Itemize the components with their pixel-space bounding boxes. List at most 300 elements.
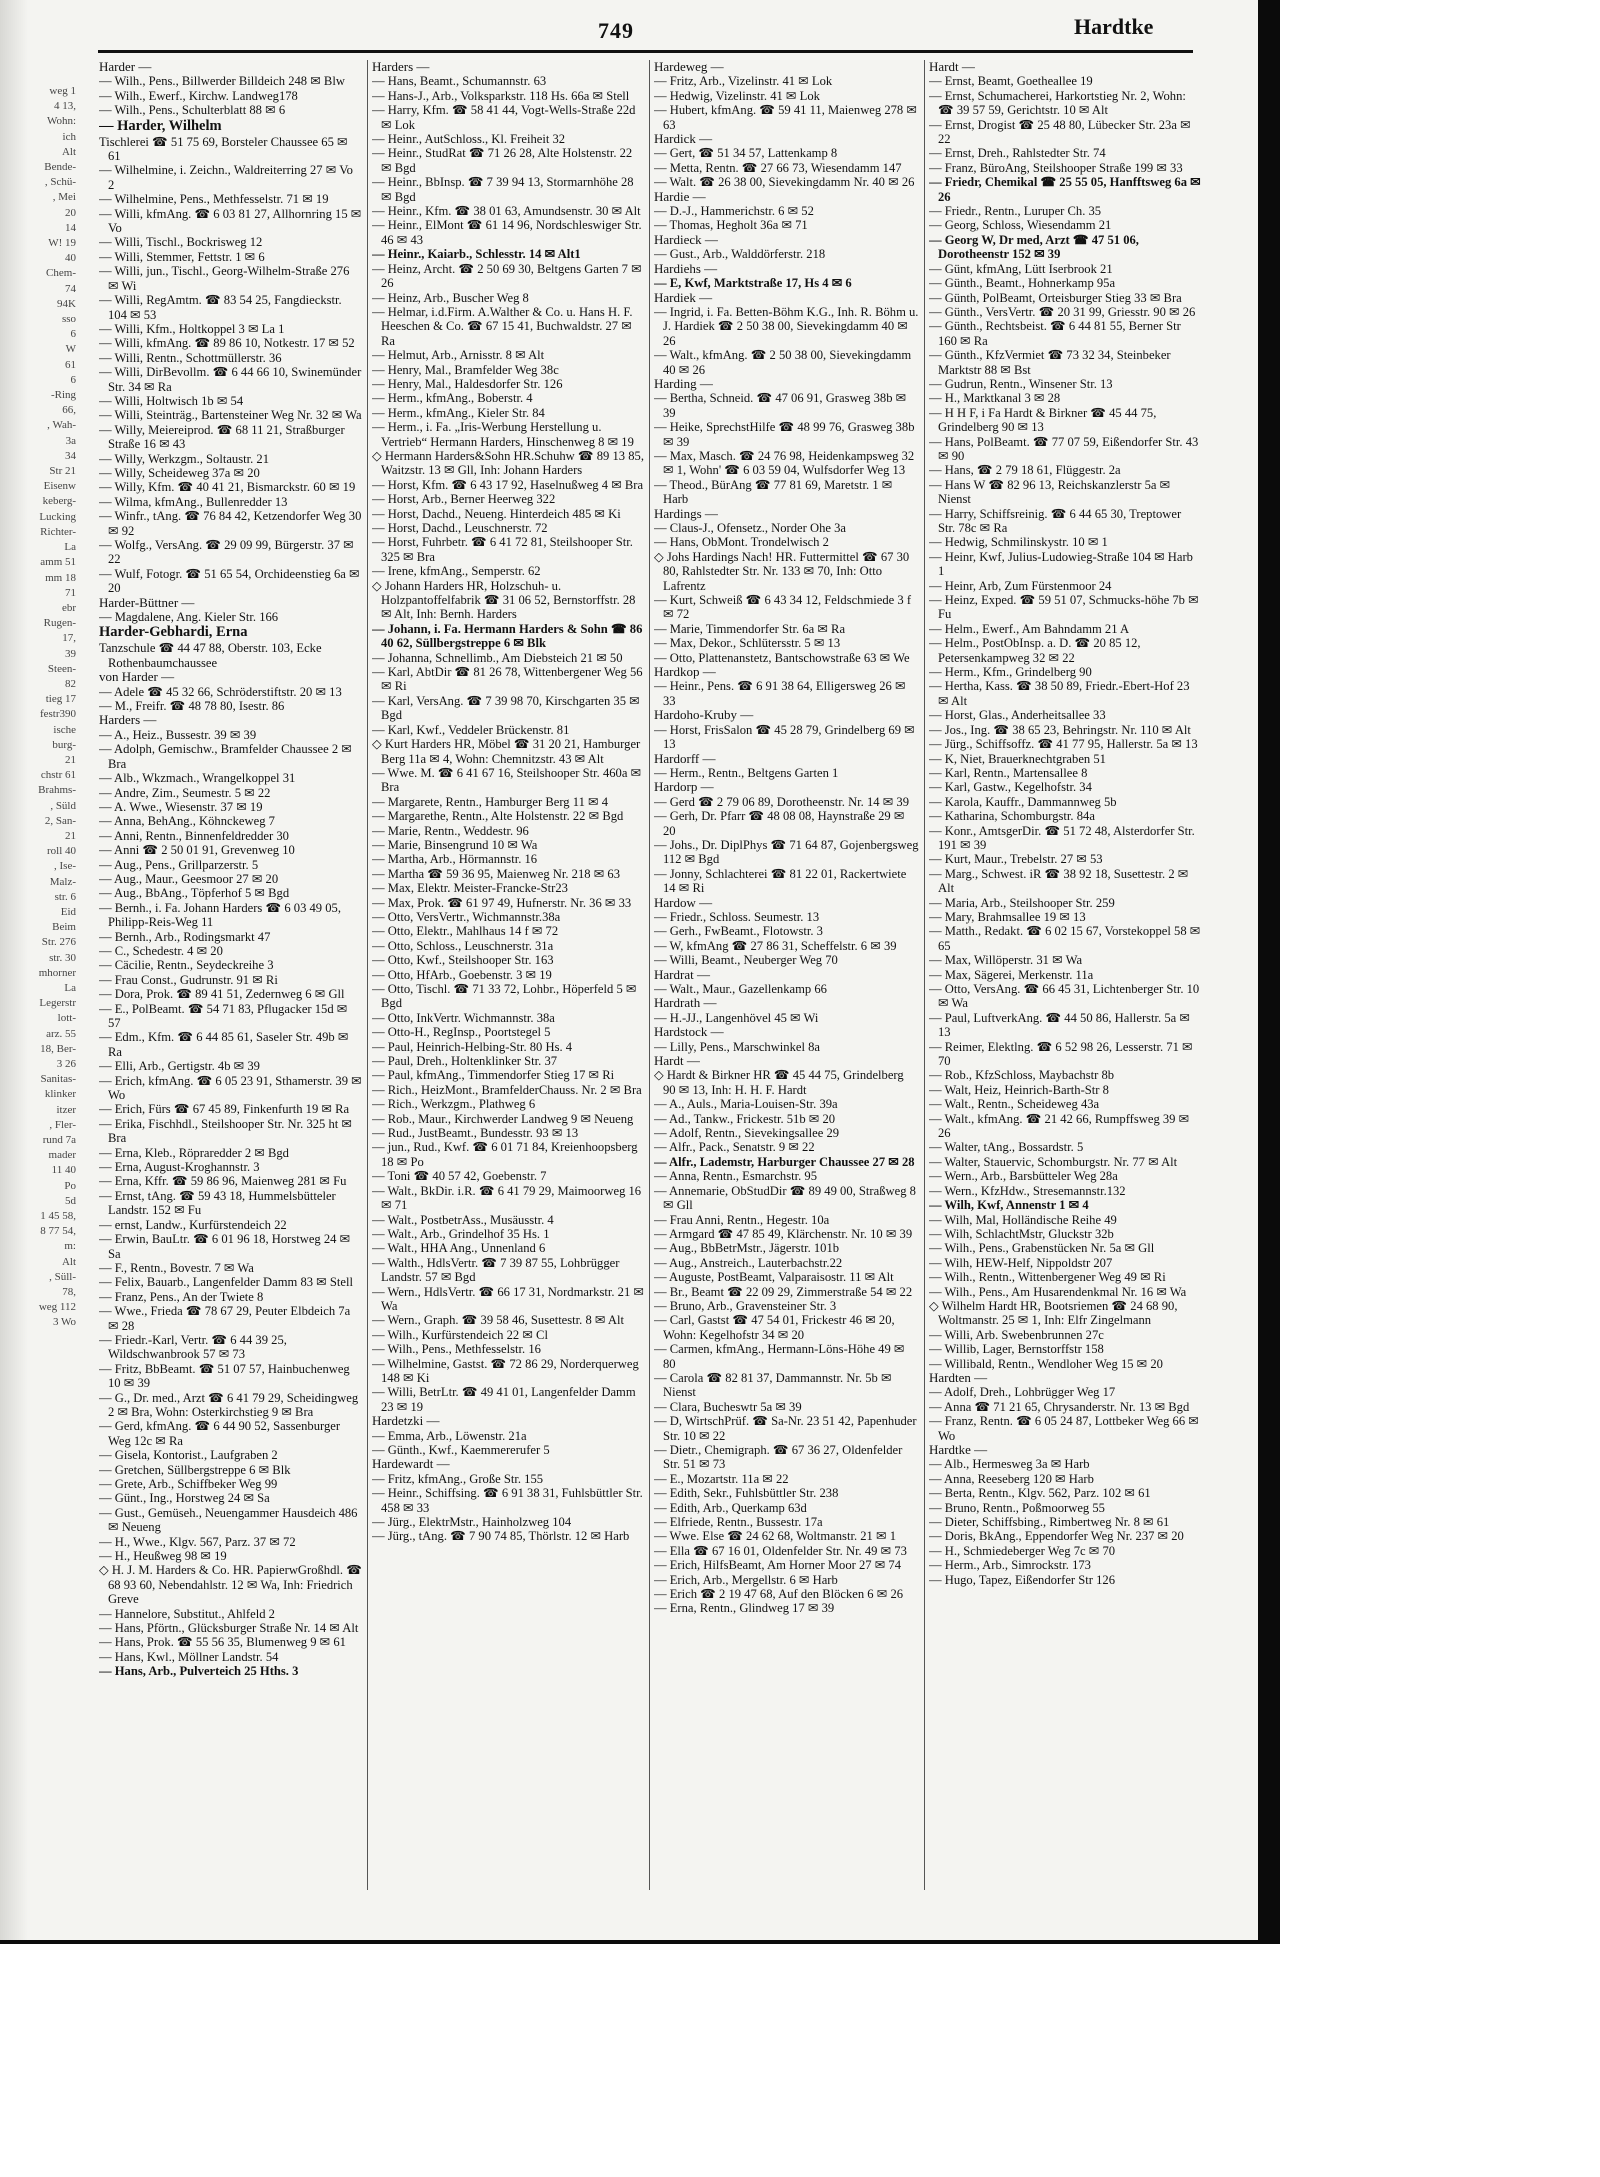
directory-entry: — Günth., Kwf., Kaemmererufer 5 bbox=[372, 1443, 550, 1457]
directory-entry: — Kurt, Maur., Trebelstr. 27 ✉ 53 bbox=[929, 852, 1103, 867]
directory-entry: — Konr., AmtsgerDir. ☎ 51 72 48, Alsterdorfer Str. 191 ✉ 39 bbox=[929, 823, 1195, 852]
directory-entry: — Harry, Kfm. ☎ 58 41 44, Vogt-Wells-Straße 22d ✉ Lok bbox=[372, 103, 636, 132]
directory-entry: — Franz, Rentn. ☎ 6 05 24 87, Lottbeker Weg 66 ✉ Wo bbox=[929, 1414, 1199, 1443]
directory-entry: — Horst, Dachd., Neueng. Hinterdeich 485 ✉ Ki bbox=[372, 506, 621, 521]
directory-entry: — Erich, Fürs ☎ 67 45 89, Finkenfurth 19 ✉ Ra bbox=[99, 1102, 350, 1117]
directory-entry: — Gretchen, Süllbergstreppe 6 ✉ Blk bbox=[99, 1462, 291, 1477]
fragment-line: 2, San- bbox=[44, 814, 76, 827]
directory-entry: — Paul, kfmAng., Timmendorfer Stieg 17 ✉ Ri bbox=[372, 1068, 615, 1083]
fragment-line: rund 7a bbox=[42, 1134, 76, 1147]
directory-entry: — Anna, Rentn., Esmarchstr. 95 bbox=[654, 1169, 817, 1184]
directory-entry: — Edith, Sekr., Fuhlsbüttler Str. 238 bbox=[654, 1486, 839, 1501]
surname-heading: Hardow — bbox=[654, 894, 713, 910]
fragment-line: Alt bbox=[61, 1255, 76, 1268]
directory-entry: — Willi, RegAmtm. ☎ 83 54 25, Fangdieckstr. 104 ✉ 53 bbox=[99, 293, 342, 322]
fragment-line: Rugen- bbox=[43, 617, 76, 630]
directory-entry: — Margarethe, Rentn., Alte Holstenstr. 22 ✉ Bgd bbox=[372, 809, 624, 824]
fragment-line: arz. 55 bbox=[46, 1027, 76, 1040]
directory-entry: — Bernh., Arb., Rodingsmarkt 47 bbox=[99, 929, 271, 944]
directory-entry: — D.-J., Hammerichstr. 6 ✉ 52 bbox=[654, 204, 814, 219]
surname-heading: Hardten — bbox=[929, 1369, 988, 1385]
surname-heading: Hardiek — bbox=[654, 289, 713, 305]
fragment-line: Eisenw bbox=[43, 480, 76, 493]
directory-entry: — Jos., Ing. ☎ 38 65 23, Behringstr. Nr. 110 ✉ Alt bbox=[929, 722, 1191, 737]
directory-entry: ◇ H. J. M. Harders & Co. HR. PapierwGroßhdl. ☎ 68 93 60, Nebendahlstr. 12 ✉ Wa, Inh: Friedrich Greve bbox=[99, 1563, 362, 1607]
directory-entry: — Gert, ☎ 51 34 57, Lattenkamp 8 bbox=[654, 146, 838, 161]
fragment-line: 71 bbox=[65, 586, 76, 599]
directory-entry: — Helmut, Arb., Arnisstr. 8 ✉ Alt bbox=[372, 348, 545, 363]
directory-entry: — Ernst, Dreh., Rahlstedter Str. 74 bbox=[929, 146, 1106, 161]
surname-heading: Harder — bbox=[99, 60, 152, 74]
directory-entry: — Anni ☎ 2 50 01 91, Grevenweg 10 bbox=[99, 843, 295, 858]
directory-entry: — Aug., Maur., Geesmoor 27 ✉ 20 bbox=[99, 871, 279, 886]
fragment-line: Bende- bbox=[44, 161, 76, 174]
directory-entry: — Jonny, Schlachterei ☎ 81 22 01, Rackertwiete 14 ✉ Ri bbox=[654, 866, 907, 896]
directory-entry: — Hubert, kfmAng. ☎ 59 41 11, Maienweg 278 ✉ 63 bbox=[654, 103, 917, 132]
directory-entry: — Fritz, Arb., Vizelinstr. 41 ✉ Lok bbox=[654, 74, 833, 89]
page-number: 749 bbox=[598, 18, 634, 43]
directory-entry: — Andre, Zim., Seumestr. 5 ✉ 22 bbox=[99, 785, 271, 800]
fragment-line: weg 112 bbox=[38, 1301, 76, 1314]
fragment-line: m: bbox=[64, 1240, 76, 1253]
directory-entry: — K, Niet, Brauerknechtgraben 51 bbox=[929, 751, 1106, 766]
directory-entry: — Heinr, Arb, Zum Fürstenmoor 24 bbox=[929, 578, 1112, 593]
directory-entry: — Wilh., Ewerf., Kirchw. Landweg178 bbox=[99, 88, 298, 103]
directory-entry: — Günth., VersVertr. ☎ 20 31 99, Griesstr. 90 ✉ 26 bbox=[929, 304, 1196, 319]
directory-entry: — Claus-J., Ofensetz., Norder Ohe 3a bbox=[654, 521, 846, 535]
directory-entry: — Heinr., AutSchloss., Kl. Freiheit 32 bbox=[372, 132, 566, 147]
directory-entry: — Herm., Kfm., Grindelberg 90 bbox=[929, 665, 1092, 680]
directory-entry: — Günt., Ing., Horstweg 24 ✉ Sa bbox=[99, 1491, 270, 1506]
fragment-line: Beim bbox=[52, 921, 76, 934]
directory-entry: — Erwin, BauLtr. ☎ 6 01 96 18, Horstweg 24 ✉ Sa bbox=[99, 1232, 351, 1261]
directory-entry: — Friedr, Chemikal ☎ 25 55 05, Hanfftsweg 6a ✉ 26 bbox=[929, 175, 1201, 204]
directory-entry: — Anna ☎ 71 21 65, Chrysanderstr. Nr. 13 ✉ Bgd bbox=[929, 1399, 1190, 1414]
directory-entry: — Willi, Beamt., Neuberger Weg 70 bbox=[654, 953, 838, 968]
directory-entry: — Willi, Steinträg., Bartensteiner Weg Nr. 32 ✉ Wa bbox=[99, 408, 362, 423]
surname-heading: von Harder — bbox=[99, 669, 175, 685]
directory-entry: — Paul, Dreh., Holtenklinker Str. 37 bbox=[372, 1054, 558, 1069]
directory-entry: — Max, Dekor., Schlütersstr. 5 ✉ 13 bbox=[654, 636, 841, 651]
directory-entry: — Willib, Lager, Bernstorffstr 158 bbox=[929, 1342, 1104, 1357]
directory-entry: — Bertha, Schneid. ☎ 47 06 91, Grasweg 38b ✉ 39 bbox=[654, 391, 907, 420]
directory-entry: — Elfriede, Rentn., Bussestr. 17a bbox=[654, 1515, 823, 1530]
fragment-line: weg 1 bbox=[49, 85, 76, 97]
directory-entry: — Herm., kfmAng., Boberstr. 4 bbox=[372, 391, 533, 406]
directory-entry: — Edm., Kfm. ☎ 6 44 85 61, Saseler Str. 49b ✉ Ra bbox=[99, 1030, 349, 1059]
directory-entry: — Herm., i. Fa. „Iris-Werbung Herstellung u. Vertrieb“ Hermann Harders, Hinschenweg 8 ✉ 19 bbox=[372, 420, 634, 449]
directory-entry: — Willi, Rentn., Schottmüllerstr. 36 bbox=[99, 350, 282, 365]
directory-entry: ◇ Hardt & Birkner HR ☎ 45 44 75, Grindelberg 90 ✉ 13, Inh: H. H. F. Hardt bbox=[654, 1068, 904, 1097]
directory-entry: — Gust., Gemüseh., Neuengammer Hausdeich 486 ✉ Neueng bbox=[99, 1505, 358, 1535]
fragment-line: Po bbox=[64, 1179, 76, 1192]
surname-heading: Hardrath — bbox=[654, 995, 717, 1011]
directory-entry: — Otto, VersAng. ☎ 66 45 31, Lichtenberger Str. 10 ✉ Wa bbox=[929, 982, 1200, 1011]
directory-entry: — Walt. ☎ 26 38 00, Sievekingdamm Nr. 40 ✉ 26 bbox=[654, 175, 915, 190]
directory-entry: — Aug., BbBetrMstr., Jägerstr. 101b bbox=[654, 1241, 840, 1256]
fragment-line: , Süll- bbox=[49, 1270, 76, 1283]
directory-entry: — Hans, PolBeamt. ☎ 77 07 59, Eißendorfer Str. 43 ✉ 90 bbox=[929, 434, 1199, 463]
directory-entry: — Georg W, Dr med, Arzt ☎ 47 51 06, Dorotheenstr 152 ✉ 39 bbox=[929, 232, 1139, 262]
directory-entry: — Johanna, Schnellimb., Am Diebsteich 21 ✉ 50 bbox=[372, 650, 623, 665]
directory-entry: — Ernst, Beamt, Goetheallee 19 bbox=[929, 74, 1093, 89]
directory-entry: — Horst, Glas., Anderheitsallee 33 bbox=[929, 708, 1106, 723]
fragment-line: 6 bbox=[70, 373, 76, 386]
fragment-line: Wohn: bbox=[46, 115, 76, 128]
directory-entry: — Walt., Arb., Grindelhof 35 Hs. 1 bbox=[372, 1226, 550, 1241]
fragment-line: ebr bbox=[61, 601, 76, 614]
directory-entry: — Willi, BetrLtr. ☎ 49 41 01, Langenfelder Damm 23 ✉ 19 bbox=[372, 1385, 636, 1414]
directory-entry: — Adolf, Dreh., Lohbrügger Weg 17 bbox=[929, 1385, 1116, 1400]
directory-entry: — G., Dr. med., Arzt ☎ 6 41 79 29, Scheidingweg 2 ✉ Bra, Wohn: Osterkirchstieg 9 ✉ Bra bbox=[99, 1390, 359, 1419]
directory-entry: — Wwe. M. ☎ 6 41 67 16, Steilshooper Str. 460a ✉ Bra bbox=[372, 765, 642, 795]
fragment-line: , Ise- bbox=[54, 860, 76, 873]
directory-entry: — Paul, Heinrich-Helbing-Str. 80 Hs. 4 bbox=[372, 1039, 573, 1054]
fragment-line: Richter- bbox=[40, 525, 76, 538]
column-divider bbox=[367, 60, 368, 1890]
directory-entry: — Max, Masch. ☎ 24 76 98, Heidenkampsweg 32 ✉ 1, Wohn' ☎ 6 03 59 04, Wulfsdorfer Weg 13 bbox=[654, 448, 915, 478]
directory-entry: — Clara, Bucheswtr 5a ✉ 39 bbox=[654, 1399, 802, 1414]
directory-entry: — Hans-J., Arb., Volksparkstr. 118 Hs. 66a ✉ Stell bbox=[372, 88, 630, 103]
directory-entry: — Rob., Maur., Kirchwerder Landweg 9 ✉ Neueng bbox=[372, 1111, 634, 1126]
directory-entry: — Heinr., BbInsp. ☎ 7 39 94 13, Stormarnhöhe 28 ✉ Bgd bbox=[372, 175, 634, 204]
directory-entry: — Wulf, Fotogr. ☎ 51 65 54, Orchideenstieg 6a ✉ 20 bbox=[99, 566, 360, 596]
fragment-line: str. 30 bbox=[49, 951, 76, 964]
surname-heading: Hardiehs — bbox=[654, 260, 718, 276]
directory-entry: — Jürg., ElektrMstr., Hainholzweg 104 bbox=[372, 1515, 572, 1530]
directory-entry: — Günth., Rechtsbeist. ☎ 6 44 81 55, Berner Str 160 ✉ Ra bbox=[929, 319, 1181, 348]
directory-entry: — Otto, Tischl. ☎ 71 33 72, Lohbr., Höperfeld 5 ✉ Bgd bbox=[372, 982, 637, 1011]
fragment-line: 3a bbox=[65, 434, 76, 447]
directory-entry: — Hans, Beamt., Schumannstr. 63 bbox=[372, 74, 547, 89]
directory-entry: — Günt, kfmAng, Lütt Iserbrook 21 bbox=[929, 261, 1113, 276]
directory-entry: — Karl, Kwf., Veddeler Brückenstr. 81 bbox=[372, 722, 570, 737]
directory-entry: — Adele ☎ 45 32 66, Schröderstiftstr. 20 ✉ 13 bbox=[99, 684, 342, 699]
directory-entry: — Bruno, Rentn., Poßmoorweg 55 bbox=[929, 1500, 1105, 1515]
directory-entry: — Anna, Reeseberg 120 ✉ Harb bbox=[929, 1471, 1094, 1486]
fragment-line: str. 6 bbox=[54, 890, 76, 903]
directory-entry: — Henry, Mal., Haldesdorfer Str. 126 bbox=[372, 376, 563, 391]
fragment-line: Str. 276 bbox=[41, 936, 76, 949]
directory-entry: — Henry, Mal., Bramfelder Weg 38c bbox=[372, 362, 559, 377]
directory-entry: — Bernh., i. Fa. Johann Harders ☎ 6 03 49 05, Philipp-Reis-Weg 11 bbox=[99, 900, 341, 930]
fragment-line: , Schü- bbox=[44, 176, 76, 189]
directory-entry: — Rich., Werkzgm., Plathweg 6 bbox=[372, 1097, 536, 1112]
directory-entry: — Toni ☎ 40 57 42, Goebenstr. 7 bbox=[372, 1169, 547, 1184]
directory-entry: — Martha, Arb., Hörmannstr. 16 bbox=[372, 852, 538, 867]
directory-entry: — Walt., kfmAng. ☎ 2 50 38 00, Sievekingdamm 40 ✉ 26 bbox=[654, 348, 912, 377]
fragment-line: tieg 17 bbox=[45, 693, 76, 706]
directory-entry: — Gerh., FwBeamt., Flotowstr. 3 bbox=[654, 924, 823, 939]
directory-entry: — Ernst, Schumacherei, Harkortstieg Nr. 2, Wohn: ☎ 39 57 59, Gerichtstr. 10 ✉ Alt bbox=[929, 88, 1186, 118]
directory-entry: — Franz, BüroAng, Steilshooper Straße 199 ✉ 33 bbox=[929, 160, 1183, 175]
surname-heading: Hardieck — bbox=[654, 231, 718, 247]
directory-entry: — Hedwig, Vizelinstr. 41 ✉ Lok bbox=[654, 88, 820, 103]
column-divider bbox=[924, 60, 925, 1890]
directory-entry: — Horst, Arb., Berner Heerweg 322 bbox=[372, 492, 556, 507]
fragment-line: 94K bbox=[57, 297, 76, 310]
directory-entry: — Gerd, kfmAng. ☎ 6 44 90 52, Sassenburger Weg 12c ✉ Ra bbox=[99, 1419, 341, 1448]
directory-entry: — Karola, Kauffr., Dammannweg 5b bbox=[929, 794, 1117, 809]
directory-entry: — Wilh., Pens., Methfesselstr. 16 bbox=[372, 1342, 541, 1357]
header-rule bbox=[98, 50, 1193, 53]
fragment-line: Chem- bbox=[46, 267, 76, 280]
directory-entry: — H., Heußweg 98 ✉ 19 bbox=[99, 1549, 227, 1564]
directory-entry: — Ad., Tankw., Frickestr. 51b ✉ 20 bbox=[654, 1111, 836, 1126]
fragment-line: burg- bbox=[52, 738, 76, 751]
fragment-line: 14 bbox=[65, 221, 76, 234]
directory-entry: — Dora, Prok. ☎ 89 41 51, Zedernweg 6 ✉ Gll bbox=[99, 987, 345, 1002]
directory-entry: — Metta, Rentn. ☎ 27 66 73, Wiesendamm 147 bbox=[654, 160, 902, 175]
directory-entry: — Martha ☎ 59 36 95, Maienweg Nr. 218 ✉ 63 bbox=[372, 866, 620, 881]
fragment-line: roll 40 bbox=[46, 845, 76, 858]
directory-entry: — Carl, Gastst ☎ 47 54 01, Frickestr 46 ✉ 20, Wohn: Kegelhofstr 34 ✉ 20 bbox=[654, 1313, 895, 1342]
directory-entry: — Wern., HdlsVertr. ☎ 66 17 31, Nordmarkstr. 21 ✉ Wa bbox=[372, 1284, 644, 1313]
directory-entry: — Wwe., Frieda ☎ 78 67 29, Peuter Elbdeich 7a ✉ 28 bbox=[99, 1304, 351, 1333]
directory-entry: — Aug., Anstreich., Lauterbachstr.22 bbox=[654, 1255, 843, 1270]
directory-entry: — Felix, Bauarb., Langenfelder Damm 83 ✉ Stell bbox=[99, 1275, 353, 1290]
directory-entry: — Johann, i. Fa. Hermann Harders & Sohn ☎ 86 40 62, Süllbergstreppe 6 ✉ Blk bbox=[372, 621, 643, 651]
fragment-line: 4 13, bbox=[54, 100, 76, 113]
surname-heading: Hardetzki — bbox=[372, 1413, 440, 1429]
fragment-line: festr390 bbox=[39, 708, 76, 721]
column-divider bbox=[649, 60, 650, 1890]
directory-entry: — Marg., Schwest. iR ☎ 38 92 18, Susettestr. 2 ✉ Alt bbox=[929, 866, 1189, 896]
directory-entry: — Helm., Ewerf., Am Bahndamm 21 A bbox=[929, 621, 1130, 636]
directory-entry: — Otto, Plattenanstetz, Bantschowstraße 63 ✉ We bbox=[654, 650, 910, 665]
fragment-line: itzer bbox=[56, 1103, 76, 1116]
directory-entry: — Dietr., Chemigraph. ☎ 67 36 27, Oldenfelder Str. 51 ✉ 73 bbox=[654, 1443, 903, 1472]
directory-entry: — Hans, Prok. ☎ 55 56 35, Blumenweg 9 ✉ 61 bbox=[99, 1635, 346, 1650]
directory-entry: — Gisela, Kontorist., Laufgraben 2 bbox=[99, 1448, 278, 1463]
directory-entry: — Gust., Arb., Walddörferstr. 218 bbox=[654, 247, 826, 262]
fragment-line: 82 bbox=[65, 677, 76, 690]
directory-entry: — Wilh., Kurfürstendeich 22 ✉ Cl bbox=[372, 1327, 548, 1342]
directory-entry: — Emma, Arb., Löwenstr. 21a bbox=[372, 1428, 527, 1443]
directory-entry: — Reimer, Elektlng. ☎ 6 52 98 26, Lesserstr. 71 ✉ 70 bbox=[929, 1039, 1193, 1069]
directory-entry: — Annemarie, ObStudDir ☎ 89 49 00, Straßweg 8 ✉ Gll bbox=[654, 1183, 916, 1213]
fragment-line: 40 bbox=[65, 252, 76, 265]
directory-entry: — A., Auls., Maria-Louisen-Str. 39a bbox=[654, 1097, 838, 1112]
directory-entry: — Walter, Stauervic, Schomburgstr. Nr. 77 ✉ Alt bbox=[929, 1154, 1178, 1169]
directory-entry: — Walt., PostbetrAss., Musäusstr. 4 bbox=[372, 1212, 554, 1227]
directory-entry: — Otto-H., RegInsp., Poortstegel 5 bbox=[372, 1025, 551, 1040]
directory-entry: — Willi, Tischl., Bockrisweg 12 bbox=[99, 235, 263, 250]
directory-entry: — Ernst, Drogist ☎ 25 48 80, Lübecker Str. 23a ✉ 22 bbox=[929, 117, 1191, 147]
directory-entry: — Willi, Holtwisch 1b ✉ 54 bbox=[99, 393, 244, 408]
directory-entry: — Hedwig, Schmilinskystr. 10 ✉ 1 bbox=[929, 535, 1108, 550]
directory-entry: — Horst, Dachd., Leuschnerstr. 72 bbox=[372, 521, 548, 535]
directory-entry: Tanzschule ☎ 44 47 88, Oberstr. 103, Ecke Rothenbaumchaussee bbox=[99, 641, 322, 670]
directory-entry: — Herm., Rentn., Beltgens Garten 1 bbox=[654, 765, 839, 780]
surname-heading: Hardick — bbox=[654, 131, 713, 147]
directory-entry: — Horst, Kfm. ☎ 6 43 17 92, Haselnußweg 4 ✉ Bra bbox=[372, 477, 644, 492]
surname-heading: Hardstock — bbox=[654, 1024, 724, 1040]
fragment-line: chstr 61 bbox=[40, 769, 76, 782]
directory-column-2 bbox=[372, 60, 644, 1900]
directory-entry: — M., Freifr. ☎ 48 78 80, Isestr. 86 bbox=[99, 699, 285, 714]
directory-entry: — Erich ☎ 2 19 47 68, Auf den Blöcken 6 ✉ 26 bbox=[654, 1587, 904, 1602]
directory-entry: — Frau Const., Gudrunstr. 91 ✉ Ri bbox=[99, 972, 278, 987]
surname-heading: Hardrat — bbox=[654, 966, 710, 982]
directory-entry: — Wilh., Pens., Grabenstücken Nr. 5a ✉ Gll bbox=[929, 1241, 1155, 1256]
fragment-line: mm 18 bbox=[45, 571, 76, 584]
fragment-line: mhorner bbox=[38, 966, 76, 979]
directory-entry: — H H F, i Fa Hardt & Birkner ☎ 45 44 75, Grindelberg 90 ✉ 13 bbox=[929, 405, 1157, 435]
fragment-line: 66, bbox=[62, 404, 76, 417]
directory-entry: — Magdalene, Ang. Kieler Str. 166 bbox=[99, 610, 279, 625]
directory-entry: — Heinz, Archt. ☎ 2 50 69 30, Beltgens Garten 7 ✉ 26 bbox=[372, 261, 642, 291]
surname-heading: Harders — bbox=[99, 712, 157, 728]
directory-entry: — Armgard ☎ 47 85 49, Klärchenstr. Nr. 10 ✉ 39 bbox=[654, 1226, 913, 1241]
directory-entry: — Heinr., Kaiarb., Schlesstr. 14 ✉ Alt1 bbox=[372, 247, 581, 262]
directory-entry: — A. Wwe., Wiesenstr. 37 ✉ 19 bbox=[99, 799, 263, 814]
directory-entry: — E., Mozartstr. 11a ✉ 22 bbox=[654, 1471, 789, 1486]
fragment-line: keberg- bbox=[42, 495, 76, 508]
directory-entry: — Erna, August-Kroghannstr. 3 bbox=[99, 1160, 260, 1175]
directory-entry: — Max, Elektr. Meister-Francke-Str23 bbox=[372, 881, 568, 896]
fragment-line: Str 21 bbox=[49, 465, 76, 478]
directory-entry: — Friedr., Schloss. Seumestr. 13 bbox=[654, 909, 820, 924]
directory-entry: — Alb., Hermesweg 3a ✉ Harb bbox=[929, 1457, 1090, 1472]
directory-entry: — Alfr., Pack., Senatstr. 9 ✉ 22 bbox=[654, 1140, 815, 1155]
directory-entry: — Erich, kfmAng. ☎ 6 05 23 91, Sthamerstr. 39 ✉ Wo bbox=[99, 1073, 362, 1103]
directory-entry: — Aug., BbAng., Töpferhof 5 ✉ Bgd bbox=[99, 886, 290, 901]
directory-entry: — Rud., JustBeamt., Bundesstr. 93 ✉ 13 bbox=[372, 1126, 579, 1141]
surname-heading: Hardeweg — bbox=[654, 60, 724, 74]
directory-entry: — Kurt, Schweiß ☎ 6 43 34 12, Feldschmiede 3 f ✉ 72 bbox=[654, 593, 912, 622]
directory-entry: — Wilh., Pens., Billwerder Billdeich 248 ✉ Blw bbox=[99, 74, 345, 89]
directory-entry: — Adolf, Rentn., Sievekingsallee 29 bbox=[654, 1126, 840, 1141]
directory-entry: — Lilly, Pens., Marschwinkel 8a bbox=[654, 1039, 821, 1054]
directory-entry: — Erich, HilfsBeamt, Am Horner Moor 27 ✉ 74 bbox=[654, 1558, 901, 1573]
directory-entry: — Katharina, Schomburgstr. 84a bbox=[929, 809, 1095, 824]
surname-heading: Hardorp — bbox=[654, 779, 714, 795]
directory-entry: — Edith, Arb., Querkamp 63d bbox=[654, 1500, 807, 1515]
directory-entry: — Willi, Arb. Swebenbrunnen 27c bbox=[929, 1327, 1104, 1342]
directory-entry: — Hans, ObMont. Trondelwisch 2 bbox=[654, 535, 829, 550]
directory-entry: — Franz, Pens., An der Twiete 8 bbox=[99, 1289, 264, 1304]
fragment-line: Legerstr bbox=[39, 997, 76, 1010]
directory-entry: — Doris, BkAng., Eppendorfer Weg Nr. 237 ✉ 20 bbox=[929, 1529, 1184, 1544]
directory-entry: — Hans, Pförtn., Glücksburger Straße Nr. 14 ✉ Alt bbox=[99, 1621, 359, 1636]
directory-entry: — Otto, Kwf., Steilshooper Str. 163 bbox=[372, 953, 554, 968]
fragment-line: ische bbox=[53, 723, 76, 736]
directory-entry: — Theod., BürAng ☎ 77 81 69, Maretstr. 1 ✉ Harb bbox=[654, 477, 893, 507]
surname-heading: Hardings — bbox=[654, 505, 718, 521]
fragment-line: Steen- bbox=[47, 662, 76, 675]
directory-entry: — Anni, Rentn., Binnenfeldredder 30 bbox=[99, 828, 289, 843]
directory-entry: — Heinr., StudRat ☎ 71 26 28, Alte Holstenstr. 22 ✉ Bgd bbox=[372, 146, 633, 175]
directory-entry: — Fritz, BbBeamt. ☎ 51 07 57, Hainbuchenweg 10 ✉ 39 bbox=[99, 1361, 350, 1391]
directory-entry: — Walt., kfmAng. ☎ 21 42 66, Rumpffsweg 39 ✉ 26 bbox=[929, 1111, 1190, 1141]
fragment-line: -Ring bbox=[50, 389, 76, 402]
directory-entry: — Carola ☎ 82 81 37, Dammannstr. Nr. 5b ✉ Nienst bbox=[654, 1370, 892, 1400]
directory-entry: — E, Kwf, Marktstraße 17, Hs 4 ✉ 6 bbox=[654, 276, 852, 291]
fragment-line: 20 bbox=[65, 206, 76, 219]
directory-entry: — Adolph, Gemischw., Bramfelder Chaussee 2 ✉ Bra bbox=[99, 742, 352, 771]
directory-entry: — A., Heiz., Bussestr. 39 ✉ 39 bbox=[99, 727, 257, 742]
directory-entry: — Karl, VersAng. ☎ 7 39 98 70, Kirschgarten 35 ✉ Bgd bbox=[372, 693, 640, 723]
directory-entry: — Wilhelmine, i. Zeichn., Waldreiterring 27 ✉ Vo 2 bbox=[99, 163, 353, 192]
directory-entry: — Mary, Brahmsallee 19 ✉ 13 bbox=[929, 909, 1086, 924]
directory-entry: — Willibald, Rentn., Wendloher Weg 15 ✉ 20 bbox=[929, 1356, 1163, 1371]
directory-entry: — Max, Sägerei, Merkenstr. 11a bbox=[929, 967, 1094, 982]
directory-entry: — Wilhelmine, Gastst. ☎ 72 86 29, Norderquerweg 148 ✉ Ki bbox=[372, 1356, 639, 1385]
directory-entry: — Carmen, kfmAng., Hermann-Löns-Höhe 49 ✉ 80 bbox=[654, 1342, 905, 1371]
directory-entry: — Thomas, Hegholt 36a ✉ 71 bbox=[654, 218, 808, 233]
fragment-line: mader bbox=[48, 1149, 76, 1162]
directory-entry: — Gerd ☎ 2 79 06 89, Dorotheenstr. Nr. 14 ✉ 39 bbox=[654, 794, 909, 809]
fragment-line: 61 bbox=[65, 358, 76, 371]
directory-entry: — Dieter, Schiffsbing., Rimbertweg Nr. 8 ✉ 61 bbox=[929, 1515, 1170, 1530]
directory-entry: — Jürg., Schiffsoffz. ☎ 41 77 95, Hallerstr. 5a ✉ 13 bbox=[929, 737, 1198, 752]
fragment-line: 11 40 bbox=[51, 1164, 76, 1177]
fragment-line: sso bbox=[61, 313, 76, 326]
fragment-line: 34 bbox=[65, 449, 76, 462]
directory-entry: — Aug., Pens., Grillparzerstr. 5 bbox=[99, 857, 259, 872]
directory-entry: — Fritz, kfmAng., Große Str. 155 bbox=[372, 1471, 544, 1486]
directory-entry: — Hans, Kwl., Möllner Landstr. 54 bbox=[99, 1649, 279, 1664]
surname-heading: Hardkop — bbox=[654, 664, 716, 680]
directory-entry: — Wern., Arb., Barsbütteler Weg 28a bbox=[929, 1169, 1118, 1184]
directory-column-3 bbox=[654, 60, 919, 1900]
directory-entry: — D, WirtschPrüf. ☎ Sa-Nr. 23 51 42, Papenhuder Str. 10 ✉ 22 bbox=[654, 1414, 917, 1443]
directory-entry: — Walt., Maur., Gazellenkamp 66 bbox=[654, 982, 827, 996]
directory-entry: — Günth., KfzVermiet ☎ 73 32 34, Steinbeker Marktstr 88 ✉ Bst bbox=[929, 348, 1171, 377]
directory-entry: — Hans W ☎ 82 96 13, Reichskanzlerstr 5a ✉ Nienst bbox=[929, 477, 1171, 507]
directory-entry: — H., Wwe., Klgv. 567, Parz. 37 ✉ 72 bbox=[99, 1534, 296, 1549]
directory-entry: — Erna, Rentn., Glindweg 17 ✉ 39 bbox=[654, 1601, 835, 1616]
directory-entry: — Br., Beamt ☎ 22 09 29, Zimmerstraße 54 ✉ 22 bbox=[654, 1284, 913, 1299]
directory-entry: — Auguste, PostBeamt, Valparaisostr. 11 ✉ Alt bbox=[654, 1270, 894, 1285]
directory-entry: — Hans, Arb., Pulverteich 25 Hths. 3 bbox=[99, 1664, 299, 1679]
directory-entry: — Helm., PostObInsp. a. D. ☎ 20 85 12, Petersenkampweg 32 ✉ 22 bbox=[929, 636, 1141, 665]
directory-entry: — H., Marktkanal 3 ✉ 28 bbox=[929, 391, 1061, 406]
directory-entry: — Ingrid, i. Fa. Betten-Böhm K.G., Inh. R. Böhm u. J. Hardiek ☎ 2 50 38 00, Sievekingdamm 40 ✉ 26 bbox=[654, 304, 919, 348]
fragment-line: Alt bbox=[61, 145, 76, 158]
fragment-line: W! 19 bbox=[48, 237, 76, 250]
surname-heading: Hardtke — bbox=[929, 1442, 988, 1457]
directory-entry: — Willy, Werkzgm., Soltaustr. 21 bbox=[99, 451, 270, 466]
directory-entry: — Heinz, Arb., Buscher Weg 8 bbox=[372, 290, 529, 305]
surname-heading: Harding — bbox=[654, 375, 713, 391]
directory-entry: — Erna, Kffr. ☎ 59 86 96, Maienweg 281 ✉ Fu bbox=[99, 1174, 347, 1189]
directory-entry: ◇ Wilhelm Hardt HR, Bootsriemen ☎ 24 68 90, Woltmanstr. 25 ✉ 1, Inh: Elfr Zingelmann bbox=[929, 1298, 1178, 1328]
directory-entry: — Willy, Kfm. ☎ 40 41 21, Bismarckstr. 60 ✉ 19 bbox=[99, 480, 356, 495]
running-header-keyword: Hardtke bbox=[1074, 14, 1154, 39]
directory-entry: — Marie, Binsengrund 10 ✉ Wa bbox=[372, 837, 538, 852]
fragment-line: 3 Wo bbox=[52, 1316, 76, 1329]
directory-entry: — Friedr., Rentn., Luruper Ch. 35 bbox=[929, 204, 1102, 219]
directory-entry: — Wilh, Mal, Holländische Reihe 49 bbox=[929, 1212, 1117, 1227]
directory-entry: — Otto, InkVertr. Wichmannstr. 38a bbox=[372, 1010, 555, 1025]
directory-entry: — Otto, Elektr., Mahlhaus 14 f ✉ 72 bbox=[372, 924, 559, 939]
directory-entry: — Hugo, Tapez, Eißendorfer Str 126 bbox=[929, 1572, 1115, 1587]
fragment-line: Malz- bbox=[49, 875, 76, 888]
directory-entry: — Grete, Arb., Schiffbeker Weg 99 bbox=[99, 1477, 278, 1491]
directory-entry: — Johs., Dr. DiplPhys ☎ 71 64 87, Gojenbergsweg 112 ✉ Bgd bbox=[654, 837, 919, 867]
directory-entry: — Heike, SprechstHilfe ☎ 48 99 76, Grasweg 38b ✉ 39 bbox=[654, 420, 915, 449]
directory-entry: — Willy, Scheideweg 37a ✉ 20 bbox=[99, 465, 260, 480]
directory-entry: — Friedr.-Karl, Vertr. ☎ 6 44 39 25, Wildschwanbrook 57 ✉ 73 bbox=[99, 1332, 287, 1362]
directory-entry: — Anna, BehAng., Köhnckeweg 7 bbox=[99, 814, 275, 829]
directory-entry: — Bruno, Arb., Gravensteiner Str. 3 bbox=[654, 1298, 837, 1313]
directory-entry: — Alb., Wkzmach., Wrangelkoppel 31 bbox=[99, 771, 296, 786]
directory-entry: — Elli, Arb., Gertigstr. 4b ✉ 39 bbox=[99, 1059, 260, 1074]
directory-entry: ◇ Johann Harders HR, Holzschuh- u. Holzpantoffelfabrik ☎ 31 06 52, Bernstorffstr. 28 ✉ Alt, Inh: Bernh. Harders bbox=[372, 578, 636, 622]
fragment-line: Lucking bbox=[39, 510, 76, 523]
